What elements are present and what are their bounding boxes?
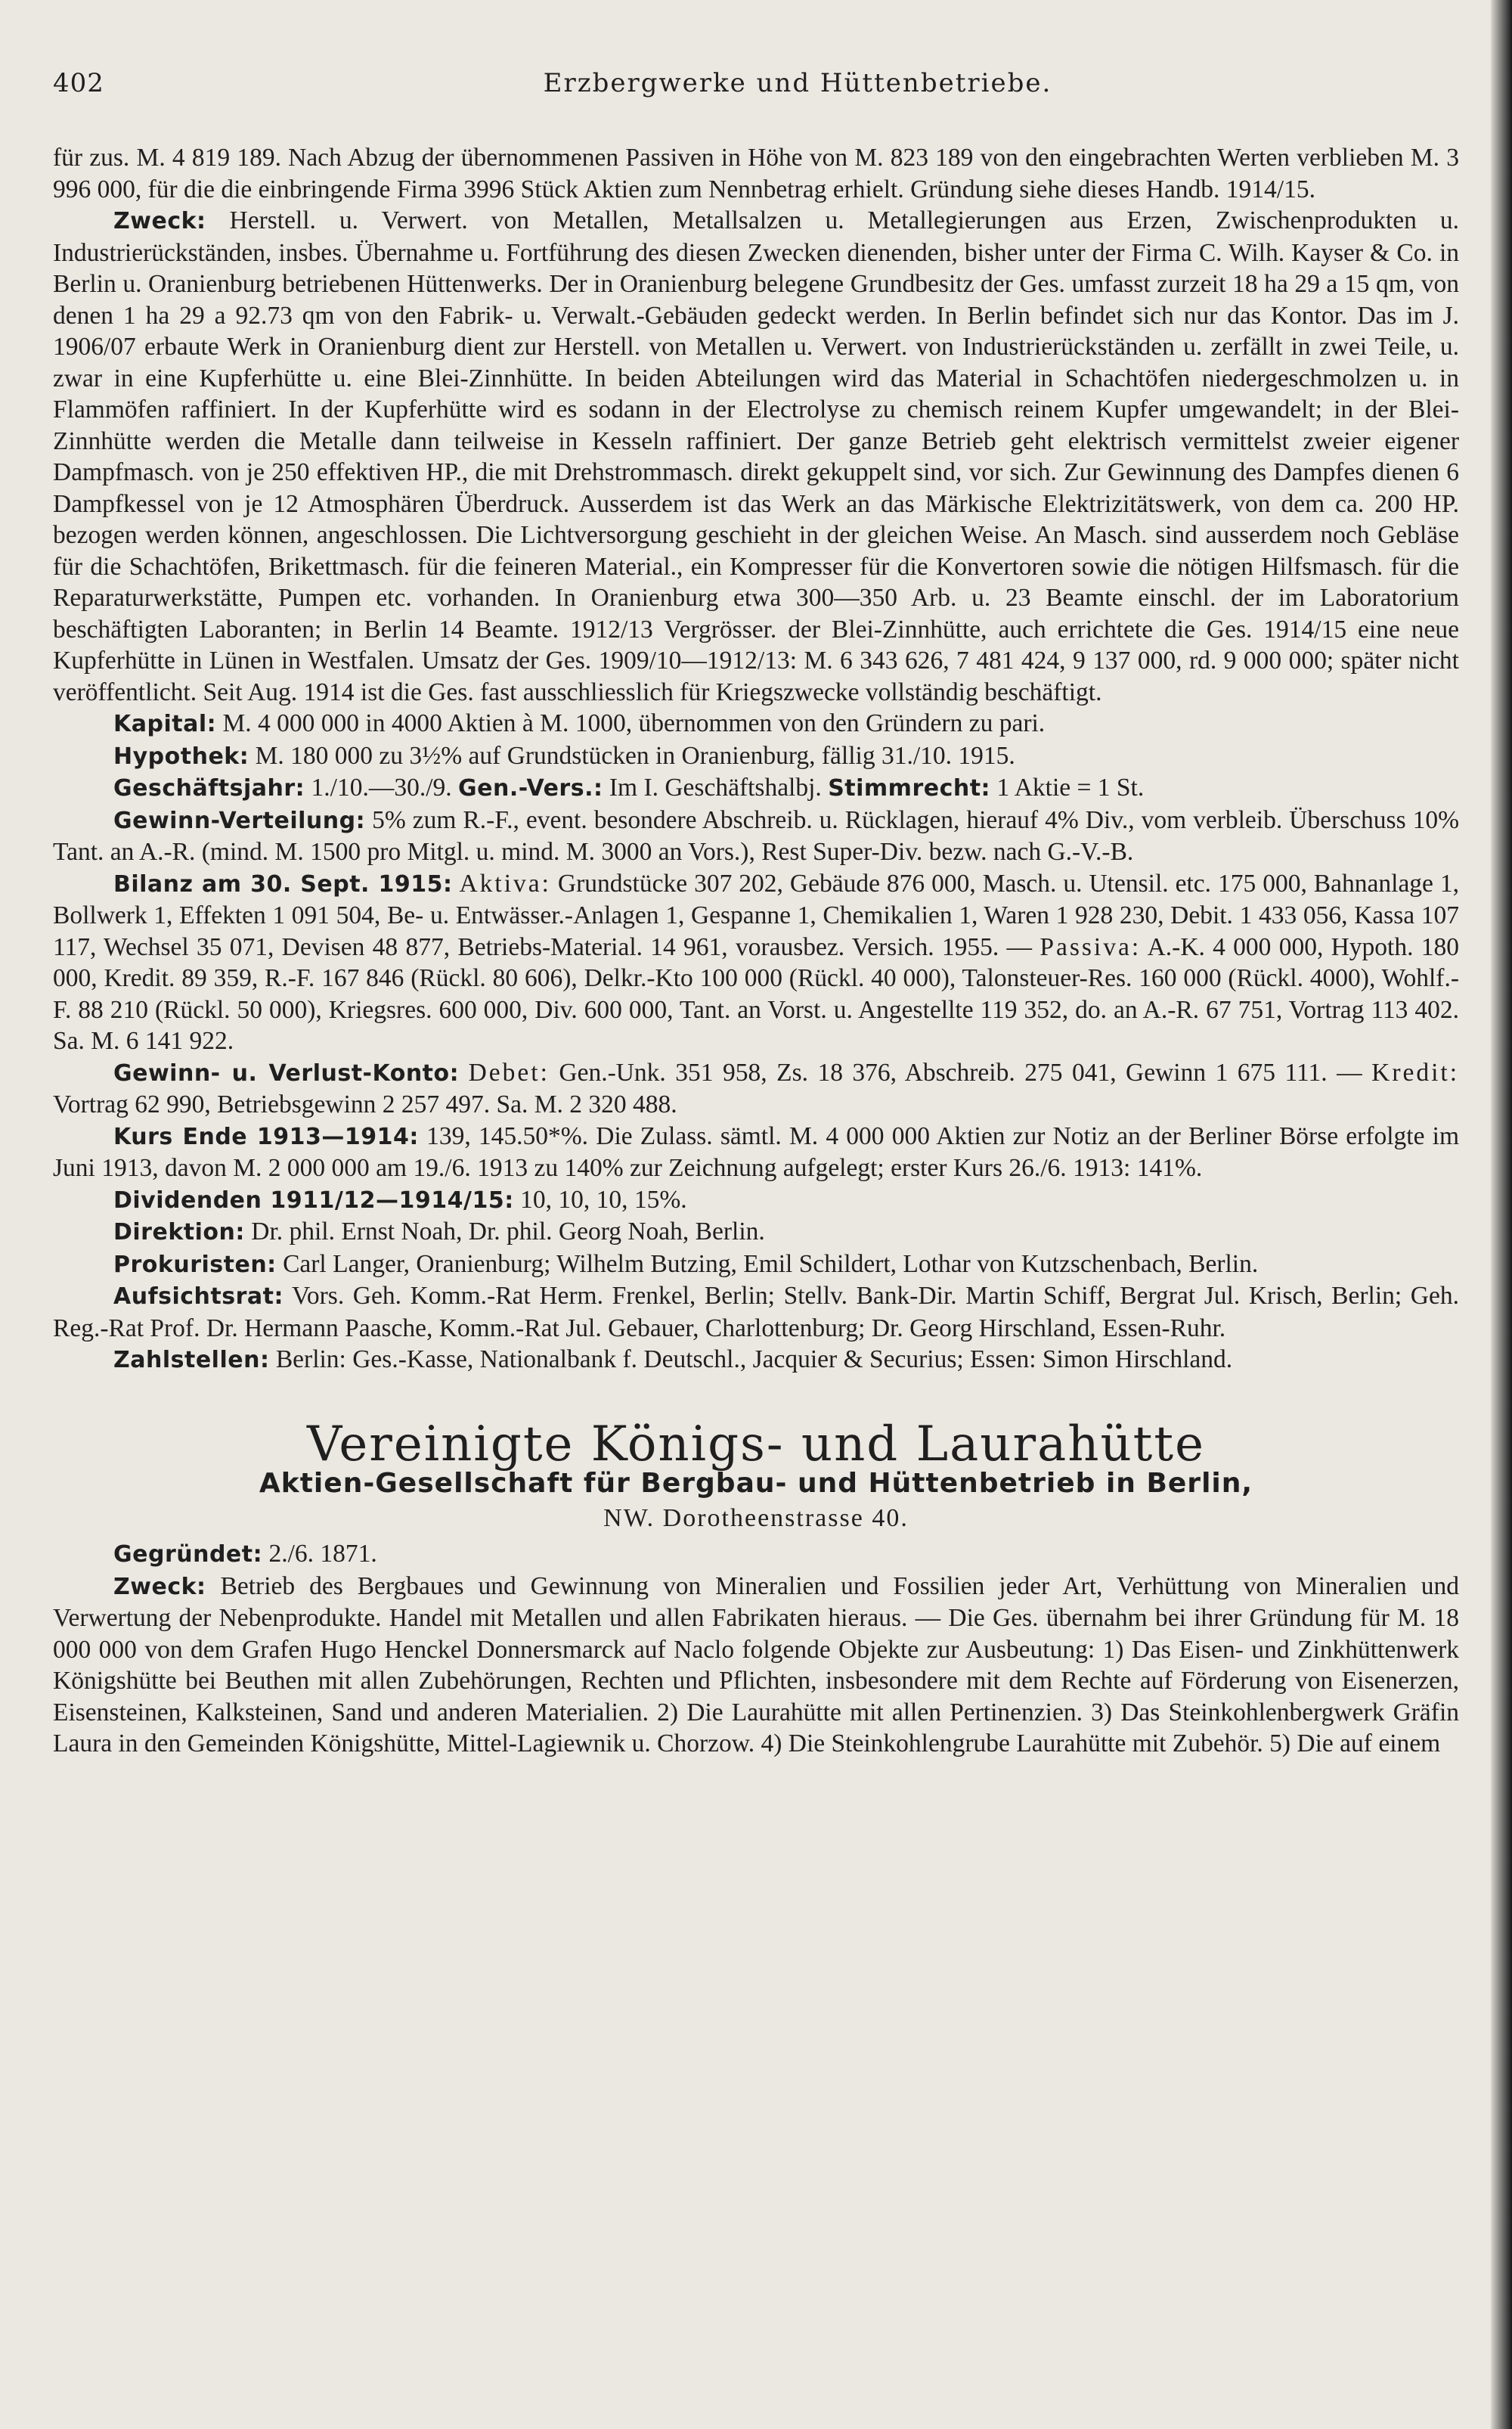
bilanz-paragraph bbox=[53, 868, 1459, 1057]
zweck2-paragraph bbox=[53, 1571, 1459, 1760]
gen-vers-label: Gen.-Vers.: bbox=[458, 775, 603, 802]
direktion-paragraph bbox=[53, 1216, 1459, 1249]
prokuristen-text: Carl Langer, Oranienburg; Wilhelm Butzing, Emil Schildert, Lothar von Kutzschenbach, Berlin. bbox=[283, 1249, 1259, 1278]
page-number: 402 bbox=[53, 68, 104, 98]
bilanz-aktiva-text: Grundstücke 307 202, Gebäude 876 000, Masch. u. Utensil. etc. 175 000, Bahnanlage 1, Bollwerk 1, Effekten 1 091 504, Be- u. Entwässer.-Anlagen 1, Gespanne 1, Chemikalien 1, Waren 1 928 230, Debit. 1 433 056, Kassa 107 117, Wechsel 35 071, Devisen 48 877, Betriebs-Material. 14 961, vorausbez. Versich. 1955. — bbox=[53, 869, 1460, 961]
guv-kredit-label: Kredit: bbox=[1371, 1058, 1460, 1087]
kurs-label: Kurs Ende 1913—1914: bbox=[113, 1123, 419, 1150]
bilanz-passiva-text: A.-K. 4 000 000, Hypoth. 180 000, Kredit. 89 359, R.-F. 167 846 (Rückl. 80 606), Delkr.-Kto 100 000 (Rückl. 40 000), Talonsteuer-Res. 160 000 (Rückl. 4000), Wohlf.-F. 88 210 (Rückl. 50 000), Kriegsres. 600 000, Div. 600 000, Tant. an Vorst. u. Angestellte 119 352, do. an A.-R. 67 751, Vortrag 113 402. Sa. M. 6 141 922. bbox=[53, 932, 1460, 1055]
gewinn-verteilung-label: Gewinn-Verteilung: bbox=[113, 807, 366, 834]
prokuristen-paragraph bbox=[53, 1249, 1459, 1281]
gegruendet-label: Gegründet: bbox=[113, 1541, 263, 1568]
gegruendet-text: 2./6. 1871. bbox=[268, 1540, 377, 1568]
aufsichtsrat-paragraph bbox=[53, 1280, 1459, 1344]
hypothek-paragraph bbox=[53, 740, 1459, 773]
geschaeftsjahr-text: 1./10.—30./9. bbox=[311, 774, 452, 802]
hypothek-label: Hypothek: bbox=[113, 743, 249, 770]
aufsichtsrat-label: Aufsichtsrat: bbox=[113, 1283, 284, 1310]
guv-kredit-text: Vortrag 62 990, Betriebsgewinn 2 257 497. Sa. M. 2 320 488. bbox=[53, 1090, 677, 1118]
guv-debet-label: Debet: bbox=[468, 1058, 550, 1087]
zweck-label: Zweck: bbox=[113, 208, 206, 234]
bilanz-passiva-label: Passiva: bbox=[1040, 932, 1142, 961]
article-body bbox=[53, 142, 1459, 1760]
geschaeftsjahr-paragraph bbox=[53, 772, 1459, 805]
company-title: Vereinigte Königs- und Laurahütte bbox=[307, 1416, 1205, 1472]
company-address: NW. Dorotheenstrasse 40. bbox=[603, 1503, 909, 1532]
kapital-label: Kapital: bbox=[113, 711, 217, 737]
stimmrecht-label: Stimmrecht: bbox=[828, 775, 991, 802]
guv-debet-text: Gen.-Unk. 351 958, Zs. 18 376, Abschreib. 275 041, Gewinn 1 675 111. — bbox=[559, 1058, 1362, 1087]
zahlstellen-text: Berlin: Ges.-Kasse, Nationalbank f. Deutschl., Jacquier & Securius; Essen: Simon Hirschland. bbox=[275, 1345, 1233, 1373]
gewinn-verteilung-text: 5% zum R.-F., event. besondere Abschreib. u. Rücklagen, hierauf 4% Div., vom verbleib. Überschuss 10% Tant. an A.-R. (mind. M. 1500 pro Mitgl. u. mind. M. 3000 an Vors.), Rest Super-Div. bezw. nach G.-V.-B. bbox=[53, 805, 1459, 866]
zweck-paragraph bbox=[53, 205, 1459, 708]
bilanz-label: Bilanz am 30. Sept. 1915: bbox=[113, 870, 453, 898]
kapital-text: M. 4 000 000 in 4000 Aktien à M. 1000, übernommen von den Gründern zu pari. bbox=[222, 709, 1046, 737]
guv-label: Gewinn- u. Verlust-Konto: bbox=[113, 1059, 460, 1087]
prokuristen-label: Prokuristen: bbox=[113, 1251, 277, 1278]
gewinn-verteilung-paragraph bbox=[53, 805, 1459, 868]
company-subtitle: Aktien-Gesellschaft für Bergbau- und Hüttenbetrieb in Berlin, bbox=[259, 1468, 1253, 1499]
zahlstellen-paragraph bbox=[53, 1344, 1459, 1376]
page-edge-shadow bbox=[1491, 0, 1512, 2429]
gen-vers-text: Im I. Geschäftshalbj. bbox=[609, 774, 822, 802]
gegruendet-paragraph bbox=[53, 1538, 1459, 1571]
geschaeftsjahr-label: Geschäftsjahr: bbox=[113, 775, 305, 802]
bilanz-aktiva-label: Aktiva: bbox=[459, 869, 551, 898]
guv-paragraph bbox=[53, 1057, 1459, 1121]
intro-paragraph: für zus. M. 4 819 189. Nach Abzug der übernommenen Passiven in Höhe von M. 823 189 von den eingebrachten Werten verblieben M. 3 996 000, für die die einbringende Firma 3996 Stück Aktien zum Nennbetrag erhielt. Gründung siehe dieses Handb. 1914/15. bbox=[53, 144, 1459, 203]
stimmrecht-text: 1 Aktie = 1 St. bbox=[996, 774, 1145, 802]
aufsichtsrat-text: Vors. Geh. Komm.-Rat Herm. Frenkel, Berlin; Stellv. Bank-Dir. Martin Schiff, Bergrat Jul. Krisch, Berlin; Geh. Reg.-Rat Prof. Dr. Hermann Paasche, Komm.-Rat Jul. Gebauer, Charlottenburg; Dr. Georg Hirschland, Essen-Ruhr. bbox=[53, 1282, 1459, 1342]
kurs-text: 139, 145.50*%. Die Zulass. sämtl. M. 4 000 000 Aktien zur Notiz an der Berliner Börse erfolgte im Juni 1913, davon M. 2 000 000 am 19./6. 1913 zu 140% zur Zeichnung aufgelegt; erster Kurs 26./6. 1913: 141%. bbox=[53, 1121, 1459, 1182]
zweck-text: Herstell. u. Verwert. von Metallen, Metallsalzen u. Metallegierungen aus Erzen, Zwischenprodukten u. Industrierückständen, insbes. Übernahme u. Fortführung des diesen Zwecken dienenden, bisher unter der Firma C. Wilh. Kayser & Co. in Berlin u. Oranienburg betriebenen Hüttenwerks. Der in Oranienburg belegene Grundbesitz der Ges. umfasst zurzeit 18 ha 29 a 15 qm, von denen 1 ha 29 a 92.73 qm von den Fabrik- u. Verwalt.-Gebäuden gedeckt werden. In Berlin befindet sich nur das Kontor. Das im J. 1906/07 erbaute Werk in Oranienburg dient zur Herstell. von Metallen u. Verwert. von Industrierückständen u. zerfällt in zwei Teile, u. zwar in eine Kupferhütte u. eine Blei-Zinnhütte. In beiden Abteilungen wird das Material in Schachtöfen niedergeschmolzen u. in Flammöfen raffiniert. In der Kupferhütte wird es sodann in der Electrolyse zu chemisch reinem Kupfer umgewandelt; in der Blei-Zinnhütte werden die Metalle dann teilweise in Kesseln raffiniert. Der ganze Betrieb geht elektrisch vermittelst zweier eigener Dampfmasch. von je 250 effektiven HP., die mit Drehstrommasch. direkt gekuppelt sind, vor sich. Zur Gewinnung des Dampfes dienen 6 Dampfkessel von je 12 Atmosphären Überdruck. Ausserdem ist das Werk an das Märkische Elektrizitätswerk, von dem ca. 200 HP. bezogen werden können, angeschlossen. Die Lichtversorgung geschieht in der gleichen Weise. An Masch. sind ausserdem noch Gebläse für die Schachtöfen, Brikettmasch. für die feineren Material., ein Kompresser für die Konvertoren sowie die nötigen Hilfsmasch. für die Reparaturwerkstätte, Pumpen etc. vorhanden. In Oranienburg etwa 300—350 Arb. u. 23 Beamte einschl. der im Laboratorium beschäftigten Laboranten; in Berlin 14 Beamte. 1912/13 Vergrösser. der Blei-Zinnhütte, auch errichtete die Ges. 1914/15 eine neue Kupferhütte in Lünen in Westfalen. Umsatz der Ges. 1909/10—1912/13: M. 6 343 626, 7 481 424, 9 137 000, rd. 9 000 000; später nicht veröffentlicht. Seit Aug. 1914 ist die Ges. fast ausschliesslich für Kriegszwecke vollständig beschäftigt. bbox=[53, 206, 1460, 706]
dividenden-label: Dividenden 1911/12—1914/15: bbox=[113, 1187, 514, 1214]
dividenden-paragraph bbox=[53, 1184, 1459, 1217]
direktion-text: Dr. phil. Ernst Noah, Dr. phil. Georg Noah, Berlin. bbox=[251, 1218, 765, 1246]
running-title: Erzbergwerke und Hüttenbetriebe. bbox=[543, 68, 1052, 98]
dividenden-text: 10, 10, 10, 15%. bbox=[520, 1185, 687, 1214]
direktion-label: Direktion: bbox=[113, 1219, 245, 1246]
zahlstellen-label: Zahlstellen: bbox=[113, 1347, 270, 1373]
zweck2-label: Zweck: bbox=[113, 1573, 206, 1600]
zweck2-text: Betrieb des Bergbaues und Gewinnung von Mineralien und Fossilien jeder Art, Verhüttung von Mineralien und Verwertung der Nebenprodukte. Handel mit Metallen und allen Fabrikaten hieraus. — Die Ges. übernahm bei ihrer Gründung für M. 18 000 000 von dem Grafen Hugo Henckel Donnersmarck auf Naclo folgende Objekte zur Ausbeutung: 1) Das Eisen- und Zinkhüttenwerk Königshütte bei Beuthen mit allen Zubehörungen, Rechten und Pflichten, insbesondere mit dem Rechte auf Förderung von Eisenerzen, Eisensteinen, Kalksteinen, Sand und anderen Materialien. 2) Die Laurahütte mit allen Pertinenzien. 3) Das Steinkohlenbergwerk Gräfin Laura in den Gemeinden Königshütte, Mittel-Lagiewnik u. Chorzow. 4) Die Steinkohlengrube Laurahütte mit Zubehör. 5) Die auf einem bbox=[53, 1571, 1459, 1757]
page-header bbox=[53, 68, 1482, 98]
kurs-paragraph bbox=[53, 1121, 1459, 1184]
hypothek-text: M. 180 000 zu 3½% auf Grundstücken in Oranienburg, fällig 31./10. 1915. bbox=[255, 741, 1015, 770]
kapital-paragraph bbox=[53, 708, 1459, 740]
